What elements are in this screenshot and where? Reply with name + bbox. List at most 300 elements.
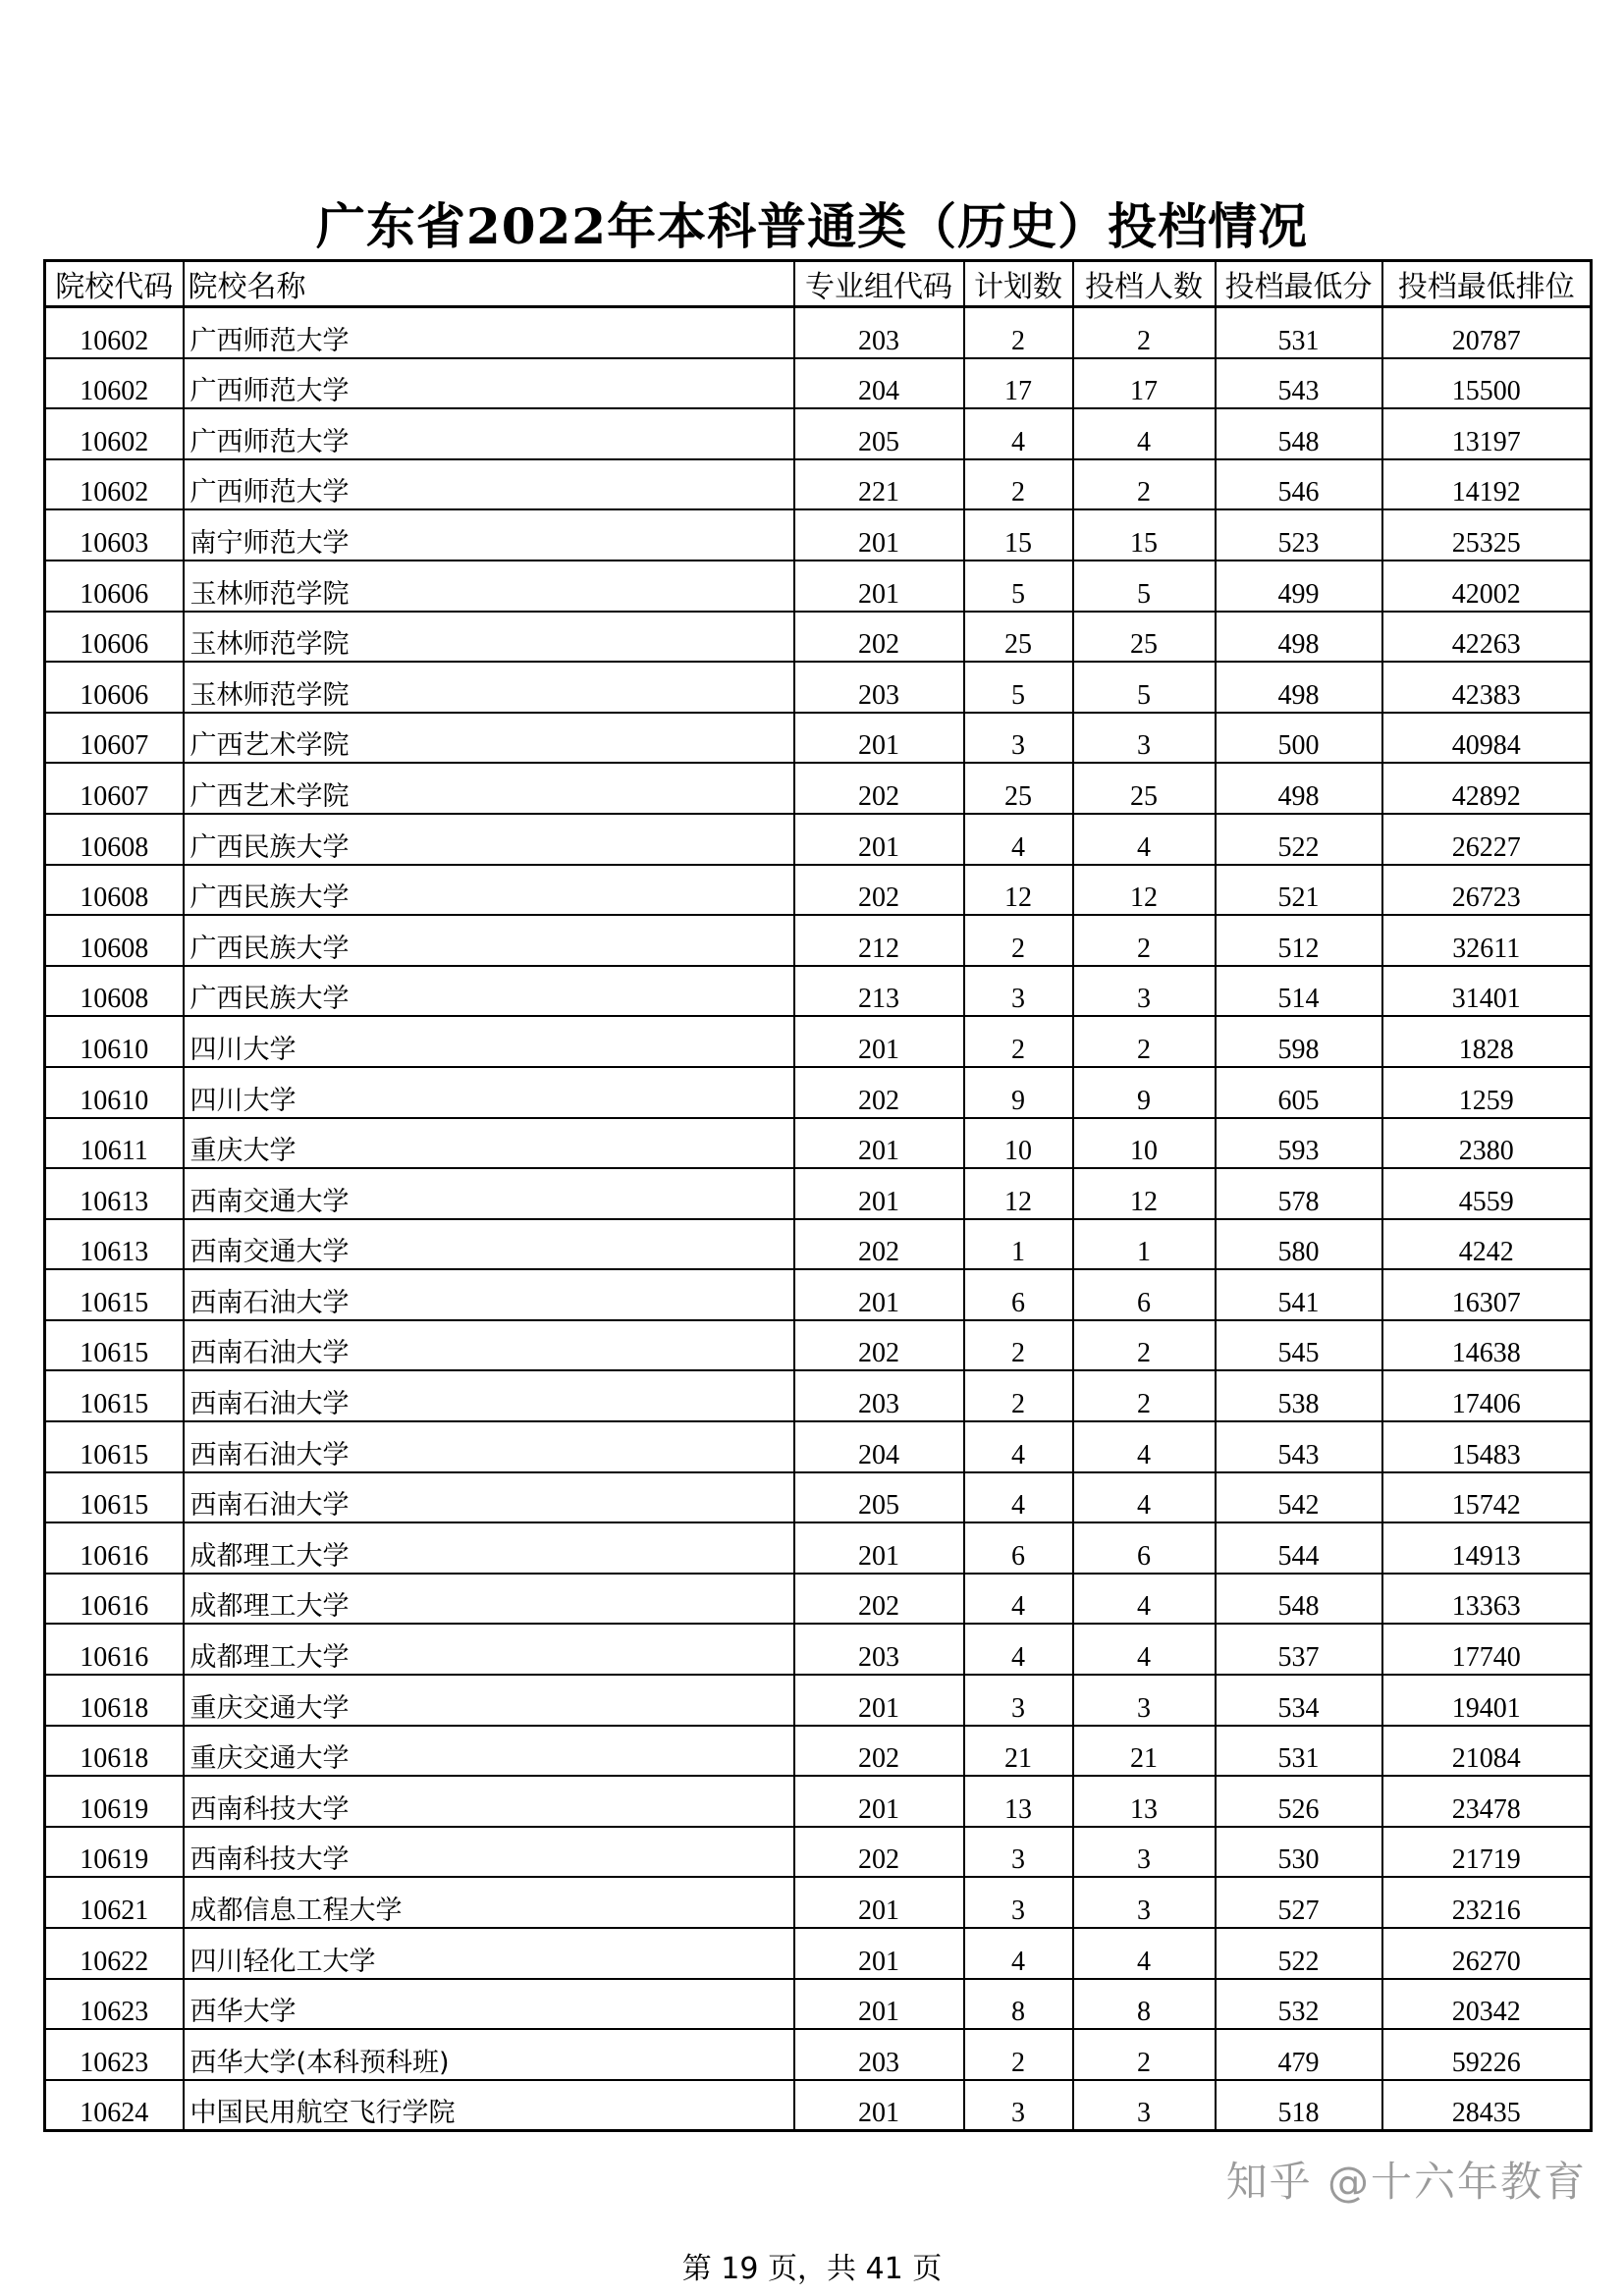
table-row [45, 509, 1592, 561]
min-rank-cell: 25325 [1382, 509, 1592, 561]
group-code-cell: 201 [794, 1522, 964, 1574]
school-name-cell: 西南石油大学 [184, 1472, 794, 1523]
admitted-count-cell: 4 [1073, 814, 1216, 865]
plan-count-cell: 1 [964, 1219, 1073, 1270]
school-name-cell: 西南交通大学 [184, 1168, 794, 1219]
school-code-cell: 10615 [45, 1320, 184, 1371]
admitted-count-cell: 17 [1073, 358, 1216, 409]
min-score-cell: 545 [1216, 1320, 1382, 1371]
table-body [45, 307, 1592, 2131]
admitted-count-cell: 3 [1073, 713, 1216, 764]
table-row [45, 408, 1592, 459]
school-code-cell: 10608 [45, 915, 184, 966]
school-name-cell: 成都理工大学 [184, 1522, 794, 1574]
min-score-cell: 530 [1216, 1827, 1382, 1878]
table-row [45, 2029, 1592, 2080]
group-code-cell: 202 [794, 763, 964, 814]
school-name-cell: 玉林师范学院 [184, 662, 794, 713]
group-code-cell: 205 [794, 408, 964, 459]
school-code-cell: 10618 [45, 1726, 184, 1777]
min-score-cell: 534 [1216, 1675, 1382, 1726]
plan-count-cell: 3 [964, 2080, 1073, 2131]
min-score-cell: 479 [1216, 2029, 1382, 2080]
header-group-code: 专业组代码 [794, 261, 964, 307]
min-rank-cell: 17406 [1382, 1370, 1592, 1421]
plan-count-cell: 3 [964, 1827, 1073, 1878]
group-code-cell: 201 [794, 1118, 964, 1169]
table-row [45, 612, 1592, 663]
school-code-cell: 10624 [45, 2080, 184, 2131]
school-name-cell: 广西师范大学 [184, 459, 794, 510]
group-code-cell: 202 [794, 1726, 964, 1777]
admitted-count-cell: 2 [1073, 307, 1216, 358]
group-code-cell: 202 [794, 1219, 964, 1270]
school-name-cell: 四川轻化工大学 [184, 1928, 794, 1979]
min-rank-cell: 42002 [1382, 561, 1592, 612]
header-min-rank: 投档最低排位 [1382, 261, 1592, 307]
group-code-cell: 203 [794, 2029, 964, 2080]
school-name-cell: 广西民族大学 [184, 915, 794, 966]
plan-count-cell: 12 [964, 1168, 1073, 1219]
school-code-cell: 10610 [45, 1016, 184, 1067]
min-score-cell: 526 [1216, 1776, 1382, 1827]
table-row [45, 1675, 1592, 1726]
min-rank-cell: 42892 [1382, 763, 1592, 814]
group-code-cell: 203 [794, 1624, 964, 1675]
plan-count-cell: 2 [964, 1370, 1073, 1421]
school-name-cell: 重庆大学 [184, 1118, 794, 1169]
school-name-cell: 西华大学(本科预科班) [184, 2029, 794, 2080]
table-row [45, 1168, 1592, 1219]
school-name-cell: 中国民用航空飞行学院 [184, 2080, 794, 2131]
min-score-cell: 580 [1216, 1219, 1382, 1270]
min-rank-cell: 19401 [1382, 1675, 1592, 1726]
table-row [45, 1118, 1592, 1169]
min-rank-cell: 15483 [1382, 1421, 1592, 1472]
min-score-cell: 548 [1216, 1574, 1382, 1625]
school-name-cell: 西南石油大学 [184, 1370, 794, 1421]
school-code-cell: 10610 [45, 1067, 184, 1118]
group-code-cell: 202 [794, 1827, 964, 1878]
school-code-cell: 10606 [45, 662, 184, 713]
min-rank-cell: 4242 [1382, 1219, 1592, 1270]
min-rank-cell: 23216 [1382, 1877, 1592, 1928]
school-code-cell: 10607 [45, 763, 184, 814]
school-name-cell: 成都信息工程大学 [184, 1877, 794, 1928]
min-score-cell: 543 [1216, 358, 1382, 409]
school-code-cell: 10616 [45, 1624, 184, 1675]
min-score-cell: 546 [1216, 459, 1382, 510]
min-rank-cell: 40984 [1382, 713, 1592, 764]
school-code-cell: 10613 [45, 1168, 184, 1219]
min-rank-cell: 14913 [1382, 1522, 1592, 1574]
group-code-cell: 204 [794, 358, 964, 409]
school-name-cell: 南宁师范大学 [184, 509, 794, 561]
min-score-cell: 498 [1216, 662, 1382, 713]
school-name-cell: 重庆交通大学 [184, 1675, 794, 1726]
school-name-cell: 西南交通大学 [184, 1219, 794, 1270]
table-row [45, 2080, 1592, 2131]
plan-count-cell: 12 [964, 865, 1073, 916]
school-code-cell: 10608 [45, 865, 184, 916]
plan-count-cell: 2 [964, 1320, 1073, 1371]
admitted-count-cell: 8 [1073, 1979, 1216, 2030]
admitted-count-cell: 4 [1073, 1624, 1216, 1675]
min-score-cell: 541 [1216, 1269, 1382, 1320]
table-row [45, 814, 1592, 865]
school-code-cell: 10613 [45, 1219, 184, 1270]
table-row [45, 1219, 1592, 1270]
plan-count-cell: 4 [964, 1421, 1073, 1472]
admitted-count-cell: 3 [1073, 1827, 1216, 1878]
group-code-cell: 201 [794, 1675, 964, 1726]
plan-count-cell: 3 [964, 1877, 1073, 1928]
school-name-cell: 广西师范大学 [184, 307, 794, 358]
group-code-cell: 201 [794, 1928, 964, 1979]
min-rank-cell: 31401 [1382, 966, 1592, 1017]
group-code-cell: 221 [794, 459, 964, 510]
admitted-count-cell: 2 [1073, 1016, 1216, 1067]
admitted-count-cell: 5 [1073, 662, 1216, 713]
min-score-cell: 527 [1216, 1877, 1382, 1928]
table-row [45, 1877, 1592, 1928]
group-code-cell: 202 [794, 1067, 964, 1118]
school-name-cell: 四川大学 [184, 1016, 794, 1067]
min-score-cell: 544 [1216, 1522, 1382, 1574]
table-row [45, 865, 1592, 916]
min-score-cell: 593 [1216, 1118, 1382, 1169]
plan-count-cell: 3 [964, 713, 1073, 764]
school-name-cell: 广西民族大学 [184, 966, 794, 1017]
school-code-cell: 10602 [45, 459, 184, 510]
table-row [45, 763, 1592, 814]
min-score-cell: 522 [1216, 814, 1382, 865]
admitted-count-cell: 2 [1073, 915, 1216, 966]
admitted-count-cell: 5 [1073, 561, 1216, 612]
admitted-count-cell: 4 [1073, 1574, 1216, 1625]
min-score-cell: 578 [1216, 1168, 1382, 1219]
school-code-cell: 10615 [45, 1370, 184, 1421]
plan-count-cell: 4 [964, 408, 1073, 459]
header-min-score: 投档最低分 [1216, 261, 1382, 307]
min-score-cell: 532 [1216, 1979, 1382, 2030]
group-code-cell: 201 [794, 1168, 964, 1219]
min-rank-cell: 42263 [1382, 612, 1592, 663]
document-title: 广东省2022年本科普通类（历史）投档情况 [315, 197, 1309, 255]
min-rank-cell: 26270 [1382, 1928, 1592, 1979]
min-rank-cell: 15500 [1382, 358, 1592, 409]
school-name-cell: 玉林师范学院 [184, 561, 794, 612]
school-code-cell: 10623 [45, 1979, 184, 2030]
admitted-count-cell: 1 [1073, 1219, 1216, 1270]
min-rank-cell: 21084 [1382, 1726, 1592, 1777]
admitted-count-cell: 4 [1073, 1472, 1216, 1523]
min-score-cell: 598 [1216, 1016, 1382, 1067]
school-code-cell: 10616 [45, 1574, 184, 1625]
group-code-cell: 201 [794, 1979, 964, 2030]
min-score-cell: 500 [1216, 713, 1382, 764]
table-row [45, 1928, 1592, 1979]
school-name-cell: 西南石油大学 [184, 1320, 794, 1371]
group-code-cell: 212 [794, 915, 964, 966]
school-name-cell: 广西民族大学 [184, 814, 794, 865]
header-school-name: 院校名称 [184, 261, 794, 307]
header-plan-count: 计划数 [964, 261, 1073, 307]
admitted-count-cell: 2 [1073, 2029, 1216, 2080]
school-name-cell: 西南科技大学 [184, 1776, 794, 1827]
table-row [45, 1016, 1592, 1067]
min-score-cell: 531 [1216, 307, 1382, 358]
table-row [45, 307, 1592, 358]
min-score-cell: 543 [1216, 1421, 1382, 1472]
group-code-cell: 205 [794, 1472, 964, 1523]
min-score-cell: 531 [1216, 1726, 1382, 1777]
table-row [45, 1776, 1592, 1827]
plan-count-cell: 4 [964, 1928, 1073, 1979]
admitted-count-cell: 13 [1073, 1776, 1216, 1827]
table-row [45, 1370, 1592, 1421]
plan-count-cell: 25 [964, 763, 1073, 814]
min-rank-cell: 4559 [1382, 1168, 1592, 1219]
table-row [45, 1320, 1592, 1371]
min-rank-cell: 42383 [1382, 662, 1592, 713]
school-code-cell: 10615 [45, 1269, 184, 1320]
table-row [45, 966, 1592, 1017]
plan-count-cell: 2 [964, 915, 1073, 966]
table-row [45, 1726, 1592, 1777]
school-name-cell: 西南科技大学 [184, 1827, 794, 1878]
school-name-cell: 广西艺术学院 [184, 713, 794, 764]
plan-count-cell: 2 [964, 2029, 1073, 2080]
min-rank-cell: 1828 [1382, 1016, 1592, 1067]
plan-count-cell: 3 [964, 966, 1073, 1017]
min-rank-cell: 28435 [1382, 2080, 1592, 2131]
school-name-cell: 四川大学 [184, 1067, 794, 1118]
group-code-cell: 201 [794, 1877, 964, 1928]
table-row [45, 1979, 1592, 2030]
school-name-cell: 广西民族大学 [184, 865, 794, 916]
plan-count-cell: 6 [964, 1269, 1073, 1320]
group-code-cell: 204 [794, 1421, 964, 1472]
group-code-cell: 203 [794, 1370, 964, 1421]
min-rank-cell: 17740 [1382, 1624, 1592, 1675]
min-score-cell: 542 [1216, 1472, 1382, 1523]
group-code-cell: 201 [794, 814, 964, 865]
school-code-cell: 10603 [45, 509, 184, 561]
admitted-count-cell: 2 [1073, 1370, 1216, 1421]
min-rank-cell: 14192 [1382, 459, 1592, 510]
school-name-cell: 西南石油大学 [184, 1421, 794, 1472]
plan-count-cell: 2 [964, 307, 1073, 358]
school-code-cell: 10622 [45, 1928, 184, 1979]
school-code-cell: 10607 [45, 713, 184, 764]
admitted-count-cell: 15 [1073, 509, 1216, 561]
min-rank-cell: 20342 [1382, 1979, 1592, 2030]
school-code-cell: 10615 [45, 1421, 184, 1472]
min-rank-cell: 21719 [1382, 1827, 1592, 1878]
min-score-cell: 537 [1216, 1624, 1382, 1675]
table-row [45, 459, 1592, 510]
min-rank-cell: 16307 [1382, 1269, 1592, 1320]
min-score-cell: 512 [1216, 915, 1382, 966]
school-code-cell: 10608 [45, 814, 184, 865]
table-row [45, 915, 1592, 966]
min-rank-cell: 32611 [1382, 915, 1592, 966]
plan-count-cell: 3 [964, 1675, 1073, 1726]
min-rank-cell: 15742 [1382, 1472, 1592, 1523]
group-code-cell: 201 [794, 713, 964, 764]
group-code-cell: 201 [794, 561, 964, 612]
min-score-cell: 523 [1216, 509, 1382, 561]
school-code-cell: 10619 [45, 1827, 184, 1878]
plan-count-cell: 9 [964, 1067, 1073, 1118]
table-row [45, 1574, 1592, 1625]
school-code-cell: 10602 [45, 358, 184, 409]
admission-table [43, 259, 1593, 2132]
school-name-cell: 西南石油大学 [184, 1269, 794, 1320]
min-rank-cell: 26227 [1382, 814, 1592, 865]
group-code-cell: 201 [794, 1016, 964, 1067]
min-score-cell: 514 [1216, 966, 1382, 1017]
admitted-count-cell: 3 [1073, 1675, 1216, 1726]
min-rank-cell: 13197 [1382, 408, 1592, 459]
min-score-cell: 521 [1216, 865, 1382, 916]
table-row [45, 1827, 1592, 1878]
school-name-cell: 成都理工大学 [184, 1624, 794, 1675]
school-name-cell: 玉林师范学院 [184, 612, 794, 663]
min-score-cell: 522 [1216, 1928, 1382, 1979]
min-score-cell: 498 [1216, 612, 1382, 663]
table-row [45, 1624, 1592, 1675]
admitted-count-cell: 4 [1073, 1421, 1216, 1472]
group-code-cell: 202 [794, 612, 964, 663]
school-code-cell: 10608 [45, 966, 184, 1017]
table-row [45, 713, 1592, 764]
school-name-cell: 成都理工大学 [184, 1574, 794, 1625]
min-rank-cell: 59226 [1382, 2029, 1592, 2080]
table-row [45, 1472, 1592, 1523]
admitted-count-cell: 3 [1073, 1877, 1216, 1928]
plan-count-cell: 5 [964, 561, 1073, 612]
table-row [45, 1269, 1592, 1320]
plan-count-cell: 4 [964, 1472, 1073, 1523]
group-code-cell: 202 [794, 865, 964, 916]
admitted-count-cell: 25 [1073, 612, 1216, 663]
plan-count-cell: 4 [964, 1624, 1073, 1675]
admitted-count-cell: 2 [1073, 459, 1216, 510]
min-score-cell: 518 [1216, 2080, 1382, 2131]
school-code-cell: 10606 [45, 612, 184, 663]
school-name-cell: 广西艺术学院 [184, 763, 794, 814]
plan-count-cell: 10 [964, 1118, 1073, 1169]
admitted-count-cell: 4 [1073, 1928, 1216, 1979]
group-code-cell: 213 [794, 966, 964, 1017]
school-code-cell: 10623 [45, 2029, 184, 2080]
school-code-cell: 10618 [45, 1675, 184, 1726]
group-code-cell: 201 [794, 1776, 964, 1827]
table-row [45, 1522, 1592, 1574]
plan-count-cell: 2 [964, 459, 1073, 510]
min-score-cell: 538 [1216, 1370, 1382, 1421]
school-name-cell: 广西师范大学 [184, 358, 794, 409]
header-admitted-count: 投档人数 [1073, 261, 1216, 307]
admitted-count-cell: 12 [1073, 865, 1216, 916]
admitted-count-cell: 9 [1073, 1067, 1216, 1118]
school-code-cell: 10606 [45, 561, 184, 612]
min-rank-cell: 20787 [1382, 307, 1592, 358]
group-code-cell: 201 [794, 2080, 964, 2131]
plan-count-cell: 2 [964, 1016, 1073, 1067]
plan-count-cell: 25 [964, 612, 1073, 663]
table-row [45, 358, 1592, 409]
table-row [45, 662, 1592, 713]
group-code-cell: 201 [794, 509, 964, 561]
table-row [45, 1067, 1592, 1118]
min-rank-cell: 23478 [1382, 1776, 1592, 1827]
group-code-cell: 202 [794, 1574, 964, 1625]
admitted-count-cell: 3 [1073, 966, 1216, 1017]
school-code-cell: 10619 [45, 1776, 184, 1827]
school-code-cell: 10611 [45, 1118, 184, 1169]
group-code-cell: 203 [794, 662, 964, 713]
school-code-cell: 10621 [45, 1877, 184, 1928]
school-name-cell: 西华大学 [184, 1979, 794, 2030]
min-rank-cell: 14638 [1382, 1320, 1592, 1371]
group-code-cell: 202 [794, 1320, 964, 1371]
plan-count-cell: 15 [964, 509, 1073, 561]
plan-count-cell: 17 [964, 358, 1073, 409]
school-name-cell: 重庆交通大学 [184, 1726, 794, 1777]
admitted-count-cell: 4 [1073, 408, 1216, 459]
admitted-count-cell: 2 [1073, 1320, 1216, 1371]
group-code-cell: 201 [794, 1269, 964, 1320]
min-score-cell: 498 [1216, 763, 1382, 814]
school-code-cell: 10615 [45, 1472, 184, 1523]
table-header-row [45, 261, 1592, 307]
admitted-count-cell: 6 [1073, 1269, 1216, 1320]
school-code-cell: 10602 [45, 408, 184, 459]
admitted-count-cell: 3 [1073, 2080, 1216, 2131]
plan-count-cell: 8 [964, 1979, 1073, 2030]
group-code-cell: 203 [794, 307, 964, 358]
admitted-count-cell: 25 [1073, 763, 1216, 814]
min-score-cell: 548 [1216, 408, 1382, 459]
min-score-cell: 605 [1216, 1067, 1382, 1118]
admitted-count-cell: 6 [1073, 1522, 1216, 1574]
min-rank-cell: 13363 [1382, 1574, 1592, 1625]
plan-count-cell: 5 [964, 662, 1073, 713]
watermark: 知乎 @十六年教育 [1225, 2158, 1587, 2206]
min-rank-cell: 26723 [1382, 865, 1592, 916]
min-rank-cell: 2380 [1382, 1118, 1592, 1169]
page-number: 第 19 页，共 41 页 [681, 2252, 943, 2286]
plan-count-cell: 21 [964, 1726, 1073, 1777]
admitted-count-cell: 21 [1073, 1726, 1216, 1777]
min-rank-cell: 1259 [1382, 1067, 1592, 1118]
table-row [45, 561, 1592, 612]
table-row [45, 1421, 1592, 1472]
min-score-cell: 499 [1216, 561, 1382, 612]
plan-count-cell: 4 [964, 1574, 1073, 1625]
plan-count-cell: 4 [964, 814, 1073, 865]
admitted-count-cell: 12 [1073, 1168, 1216, 1219]
admitted-count-cell: 10 [1073, 1118, 1216, 1169]
school-code-cell: 10602 [45, 307, 184, 358]
school-name-cell: 广西师范大学 [184, 408, 794, 459]
header-school-code: 院校代码 [45, 261, 184, 307]
plan-count-cell: 6 [964, 1522, 1073, 1574]
plan-count-cell: 13 [964, 1776, 1073, 1827]
